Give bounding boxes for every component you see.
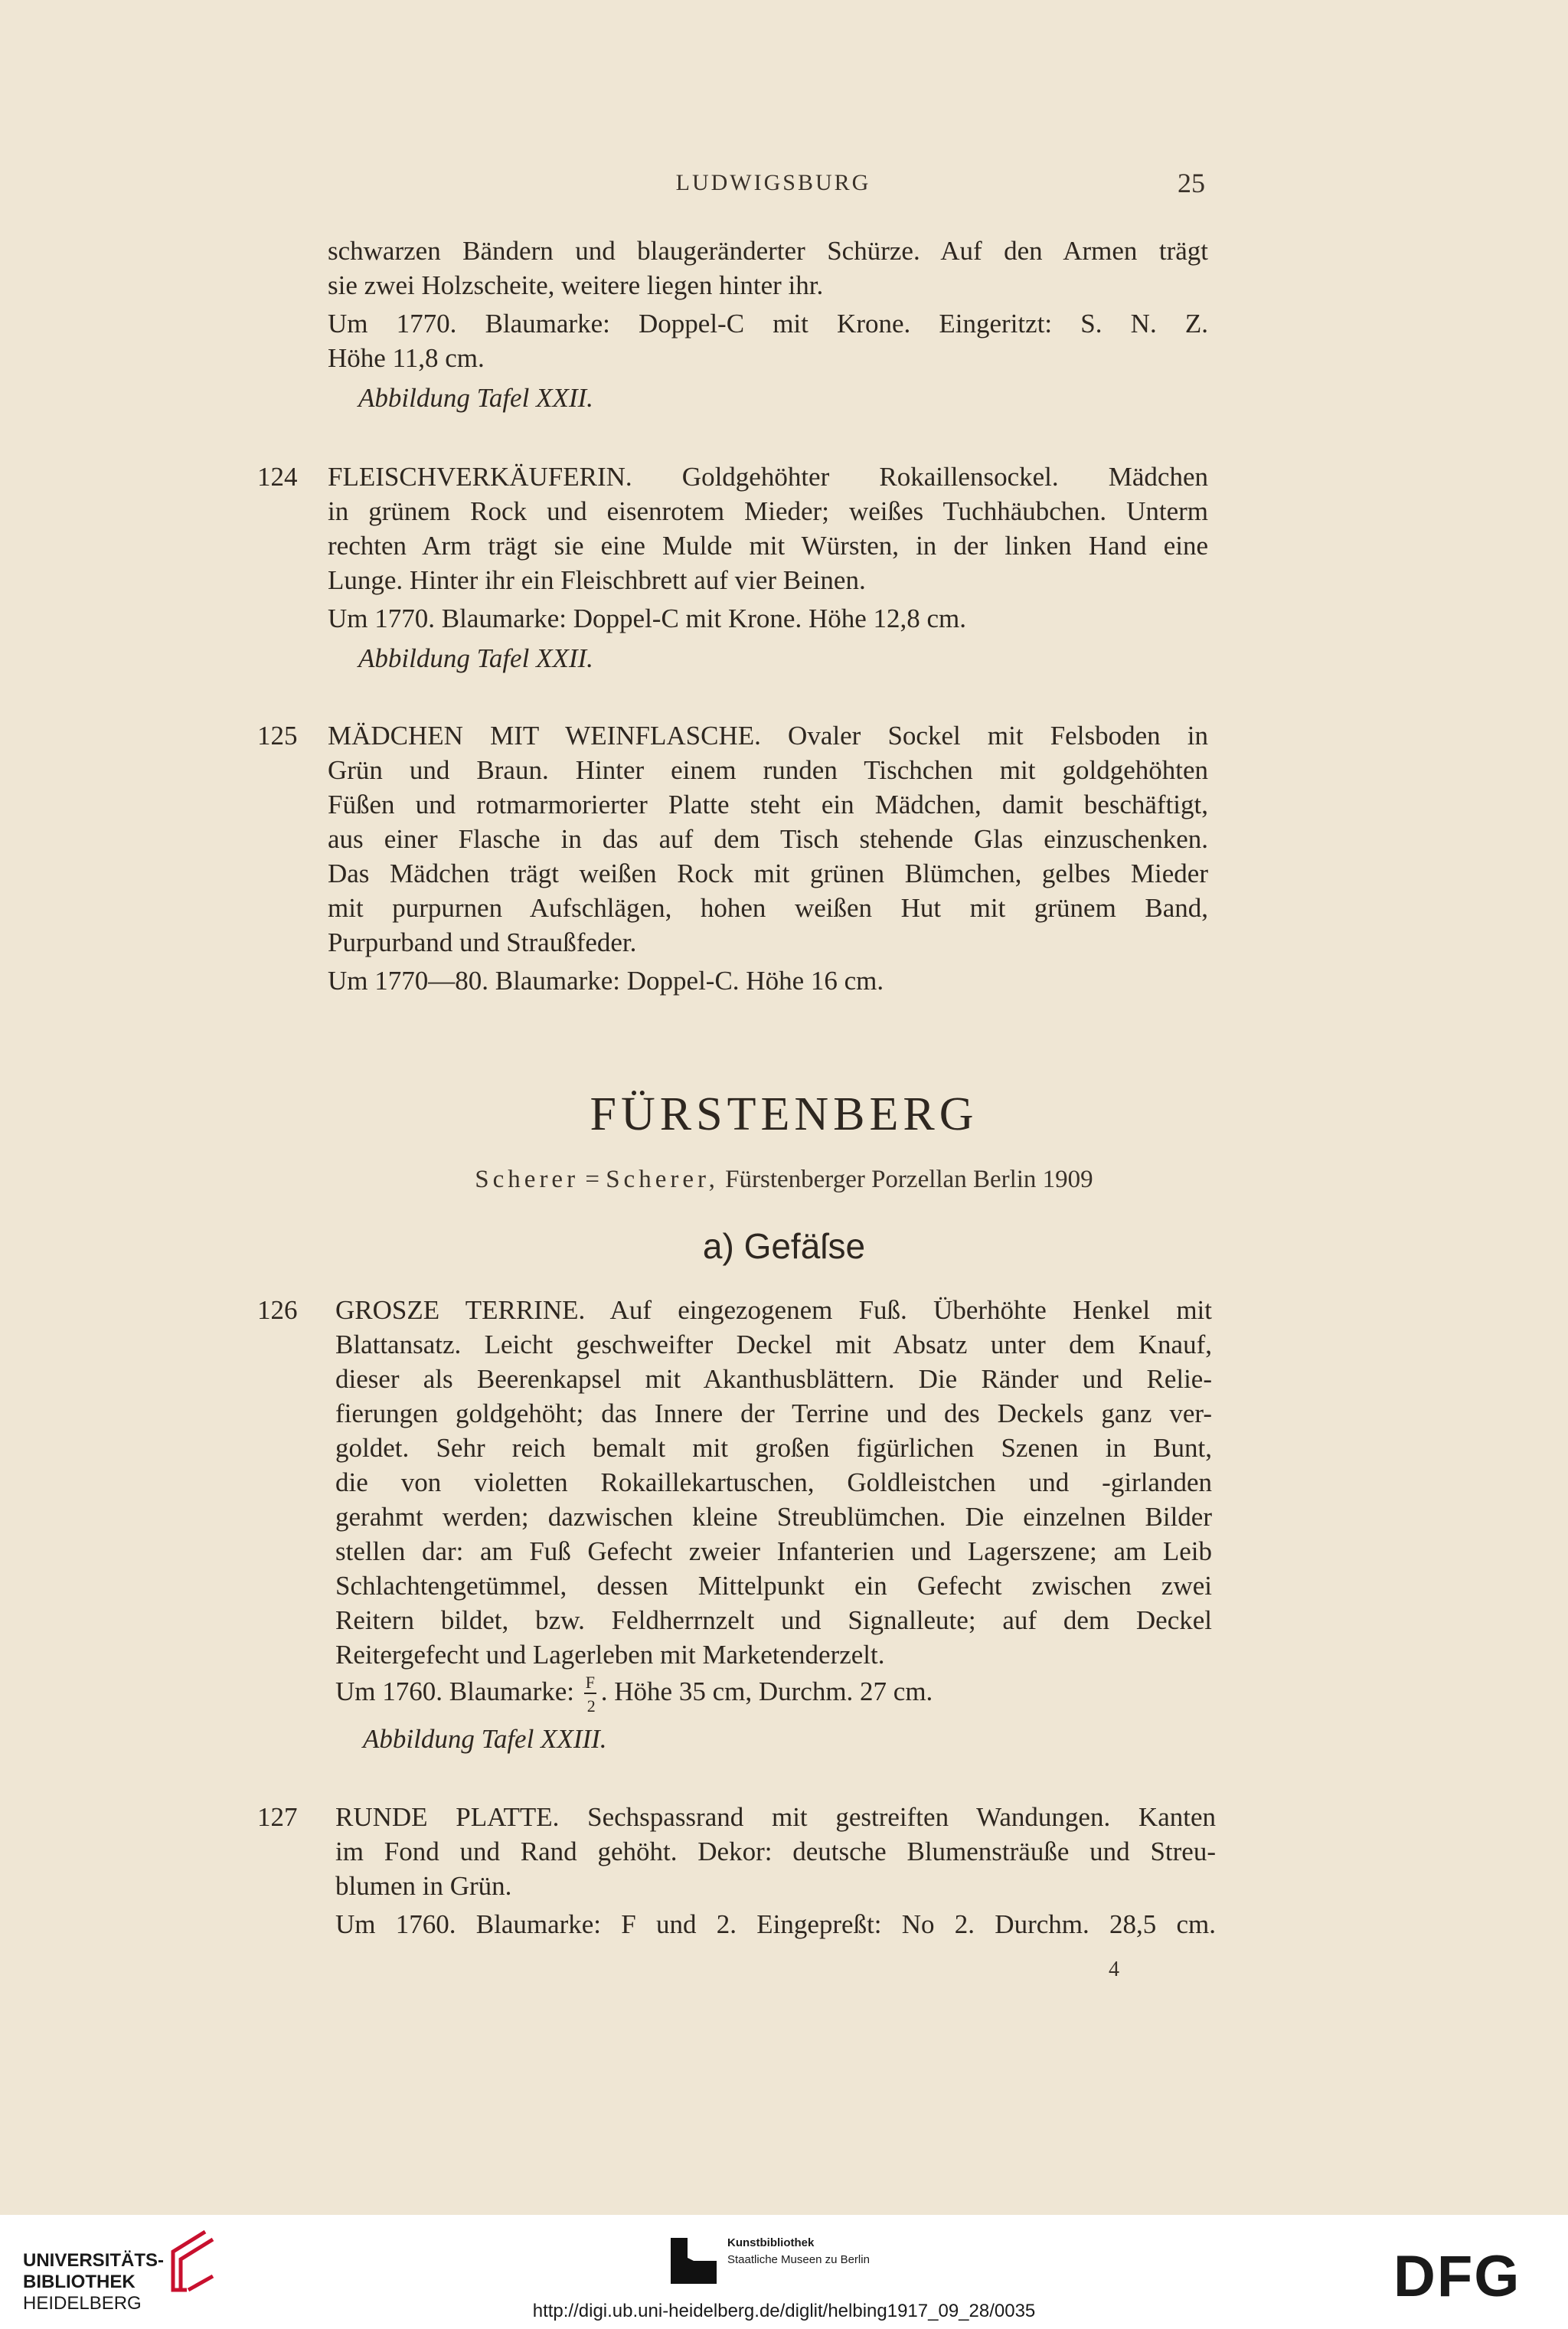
body-line: aus einer Flasche in das auf dem Tisch stehende Glas einzuschenken. [328,824,1208,854]
digitization-footer [0,2215,1568,2329]
bibliographic-reference [0,1166,1568,1194]
ref-equals: = [585,1166,599,1193]
entry-number: 125 [257,721,298,751]
body-line: GROSZE TERRINE. Auf eingezogenem Fuß. Überhöhte Henkel mit [335,1295,1212,1325]
body-line: blumen in Grün. [335,1871,512,1901]
meta-text: . Höhe 35 cm, Durchm. 27 cm. [600,1676,933,1706]
ub-line-2: BIBLIOTHEK [23,2272,136,2292]
ref-author: Scherer, [606,1166,719,1193]
entry-number: 127 [257,1802,298,1832]
meta-text: Um 1760. Blaumarke: [335,1676,575,1706]
dfg-logo-text: DFG [1393,2253,1521,2299]
kb-line-1: Kunstbibliothek [727,2236,815,2249]
meta-line: Um 1760. Blaumarke: F und 2. Eingepreßt: No 2. Durchm. 28,5 cm. [335,1909,1216,1939]
meta-line: Höhe 11,8 cm. [328,343,485,373]
permalink-url[interactable]: http://digi.ub.uni-heidelberg.de/diglit/helbing1917_09_28/0035 [532,2301,1036,2321]
body-line: gerahmt werden; dazwischen kleine Streublümchen. Die einzelnen Bilder [335,1502,1212,1532]
plate-reference: Abbildung Tafel XXII. [358,383,593,413]
ref-abbreviation: Scherer [475,1166,580,1193]
kunstbibliothek-logo-icon [671,2238,717,2284]
body-line: Reitern bildet, bzw. Feldherrnzelt und Signalleute; auf dem Deckel [335,1605,1212,1635]
body-line: mit purpurnen Aufschlägen, hohen weißen Hut mit grünem Band, [328,893,1208,923]
kunstbibliothek-logo-text[interactable] [727,2235,870,2268]
factory-mark [581,1673,601,1716]
signature-mark: 4 [1109,1958,1119,1981]
body-line: Blattansatz. Leicht geschweifter Deckel mit Absatz unter dem Knauf, [335,1330,1212,1359]
body-line: im Fond und Rand gehöht. Dekor: deutsche Blumensträuße und Streu- [335,1837,1216,1866]
entry-number: 126 [257,1295,298,1325]
body-line: Füßen und rotmarmorierter Platte steht ein Mädchen, damit beschäftigt, [328,790,1208,819]
body-line: rechten Arm trägt sie eine Mulde mit Würsten, in der linken Hand eine [328,531,1208,561]
section-title: FÜRSTENBERG [590,1088,978,1140]
subsection-heading: a) Gefäſse [702,1226,866,1266]
dfg-logo[interactable] [1393,2253,1547,2299]
meta-line: Um 1770—80. Blaumarke: Doppel-C. Höhe 16 cm. [328,966,884,996]
body-line: Lunge. Hinter ihr ein Fleischbrett auf vier Beinen. [328,565,866,595]
kb-line-2: Staatliche Museen zu Berlin [727,2253,870,2266]
plate-reference: Abbildung Tafel XXIII. [363,1724,607,1754]
mark-letter: F [584,1673,596,1694]
ub-heidelberg-logo-icon [158,2229,219,2295]
ub-line-3: HEIDELBERG [23,2293,142,2314]
body-line: Grün und Braun. Hinter einem runden Tischchen mit goldgehöhten [328,755,1208,785]
body-line: Das Mädchen trägt weißen Rock mit grünen Blümchen, gelbes Mieder [328,859,1208,888]
page-number: 25 [1178,168,1205,198]
body-line: stellen dar: am Fuß Gefecht zweier Infanterien und Lagerszene; am Leib [335,1536,1212,1566]
running-title: LUDWIGSBURG [675,170,871,195]
mark-number: 2 [586,1696,596,1716]
ref-title: Fürstenberger Porzellan Berlin 1909 [725,1166,1093,1193]
body-line: MÄDCHEN MIT WEINFLASCHE. Ovaler Sockel mit Felsboden in [328,721,1208,751]
plate-reference: Abbildung Tafel XXII. [358,643,593,673]
ub-line-1: UNIVERSITÄTS- [23,2250,165,2271]
body-line: RUNDE PLATTE. Sechspassrand mit gestreiften Wandungen. Kanten [335,1802,1216,1832]
body-line: in grünem Rock und eisenrotem Mieder; weißes Tuchhäubchen. Unterm [328,496,1208,526]
body-line: Reitergefecht und Lagerleben mit Marketenderzelt. [335,1640,885,1670]
body-line: goldet. Sehr reich bemalt mit großen figürlichen Szenen in Bunt, [335,1433,1212,1463]
body-line: Purpurband und Straußfeder. [328,927,637,957]
meta-line [335,1673,1212,1716]
body-line: schwarzen Bändern und blaugeränderter Schürze. Auf den Armen trägt [328,236,1208,266]
entry-number: 124 [257,462,298,492]
body-line: dieser als Beerenkapsel mit Akanthusblättern. Die Ränder und Relie- [335,1364,1212,1394]
body-line: FLEISCHVERKÄUFERIN. Goldgehöhter Rokaillensockel. Mädchen [328,462,1208,492]
body-line: fierungen goldgehöht; das Innere der Terrine und des Deckels ganz ver- [335,1398,1212,1428]
meta-line: Um 1770. Blaumarke: Doppel-C mit Krone. Höhe 12,8 cm. [328,604,967,633]
meta-line: Um 1770. Blaumarke: Doppel-C mit Krone. Eingeritzt: S. N. Z. [328,309,1208,339]
body-line: Schlachtengetümmel, dessen Mittelpunkt ein Gefecht zwischen zwei [335,1571,1212,1601]
body-line: sie zwei Holzscheite, weitere liegen hinter ihr. [328,270,824,300]
body-line: die von violetten Rokaillekartuschen, Goldleistchen und -girlanden [335,1467,1212,1497]
